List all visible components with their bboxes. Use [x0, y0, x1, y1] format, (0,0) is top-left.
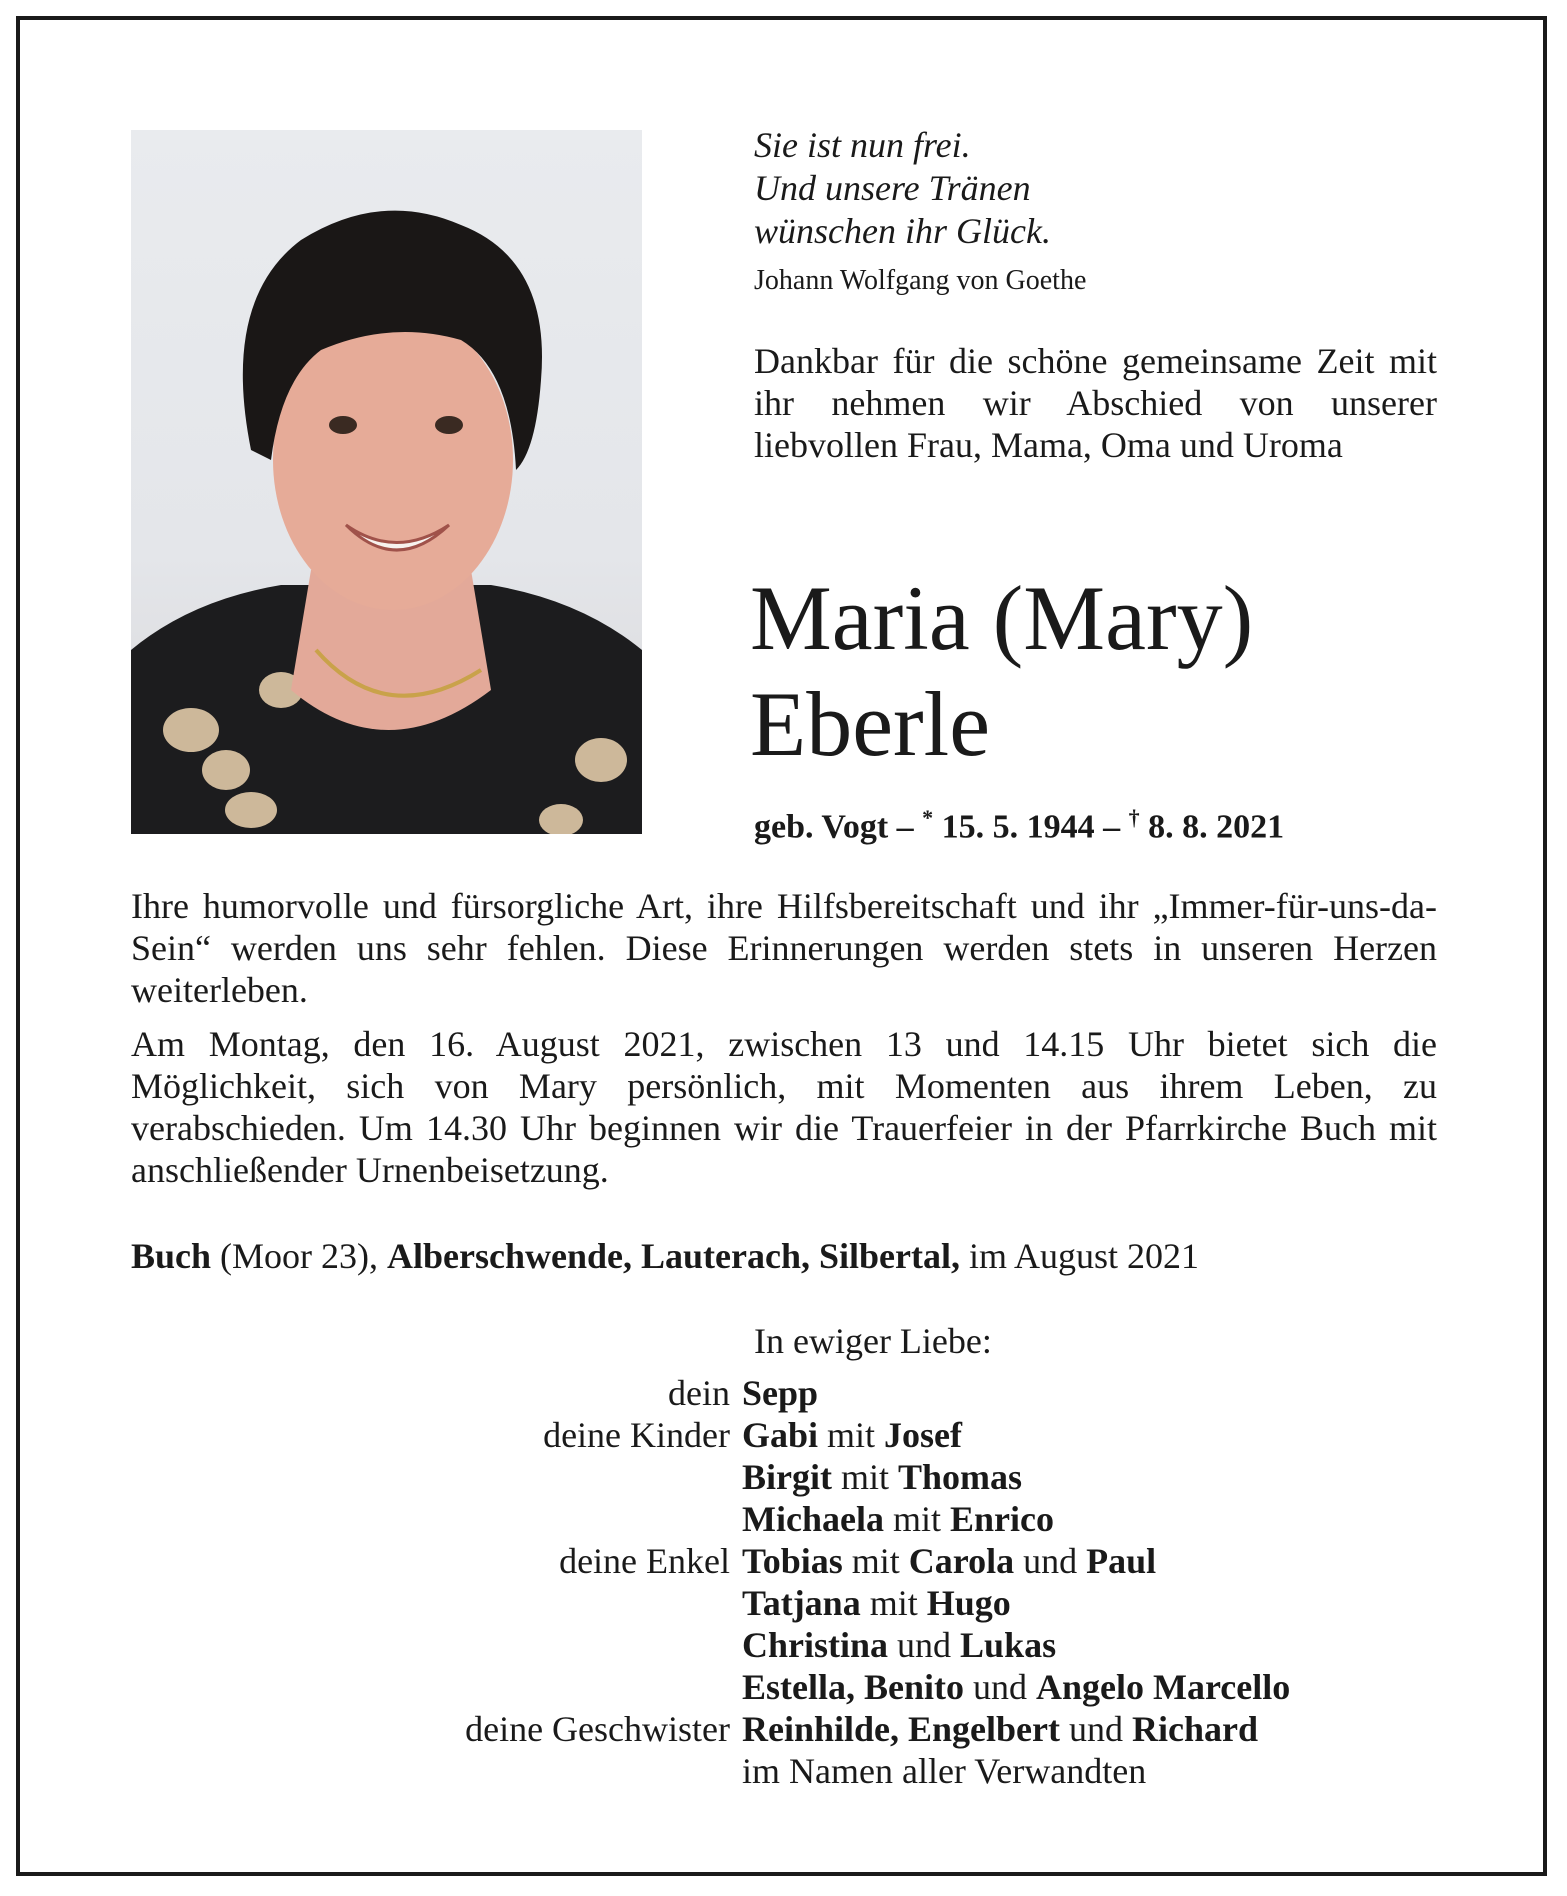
mourner-role — [131, 1624, 742, 1666]
mourner-role — [131, 1582, 742, 1624]
quote-author: Johann Wolfgang von Goethe — [754, 265, 1087, 296]
mourner-row — [131, 1498, 1437, 1540]
mourner-name: Thomas — [898, 1457, 1023, 1497]
mourners-list — [131, 1372, 1437, 1792]
mourner-names — [742, 1414, 1437, 1456]
death-symbol: † — [1128, 805, 1140, 830]
mourner-name: Richard — [1132, 1709, 1259, 1749]
mourner-role — [131, 1498, 742, 1540]
mourner-name: Estella, Benito — [742, 1667, 964, 1707]
quote — [754, 124, 1051, 253]
mourner-name: Reinhilde, Engelbert — [742, 1709, 1061, 1749]
mourner-row — [131, 1750, 1437, 1792]
paragraph-remembrance: Ihre humorvolle und fürsorgliche Art, ihre Hilfsbereitschaft und ihr „Immer-für-uns-da-Sein“ werden uns sehr fehlen. Diese Erinnerungen werden stets in unseren Herzen weiterleben. — [131, 886, 1437, 1010]
mourner-name: Christina — [742, 1625, 889, 1665]
mourner-row — [131, 1372, 1437, 1414]
mourner-name: Angelo Marcello — [1036, 1667, 1291, 1707]
separator: – — [888, 808, 923, 846]
mourner-connector: und — [1014, 1541, 1087, 1581]
mourner-names — [742, 1624, 1437, 1666]
mourner-name: Tatjana — [742, 1583, 861, 1623]
death-date: 8. 8. 2021 — [1148, 808, 1285, 846]
mourner-names — [742, 1666, 1437, 1708]
mourner-name: Enrico — [949, 1499, 1054, 1539]
mourner-connector: und — [1060, 1709, 1133, 1749]
intro-text: Dankbar für die schöne gemeinsame Zeit mit ihr nehmen wir Abschied von unserer liebvollen Frau, Mama, Oma und Uroma — [754, 341, 1437, 465]
mourner-connector: im Namen aller Verwandten — [742, 1751, 1147, 1791]
mourner-connector: mit — [883, 1499, 950, 1539]
location-date: im August 2021 — [960, 1236, 1200, 1276]
mourner-row — [131, 1708, 1437, 1750]
mourner-names — [742, 1540, 1437, 1582]
mourner-connector: mit — [842, 1541, 909, 1581]
mourner-names — [742, 1582, 1437, 1624]
mourner-name: Paul — [1086, 1541, 1157, 1581]
mourner-role — [131, 1750, 742, 1792]
location-place: Buch — [131, 1236, 212, 1276]
mourner-name: Gabi — [742, 1415, 819, 1455]
mourner-connector: mit — [818, 1415, 885, 1455]
location-line — [131, 1235, 1199, 1277]
mourner-name: Josef — [884, 1415, 963, 1455]
deceased-name — [750, 565, 1253, 777]
born-name: geb. Vogt — [754, 808, 889, 846]
mourner-names — [742, 1708, 1437, 1750]
mourner-connector: und — [964, 1667, 1036, 1707]
closing-phrase: In ewiger Liebe: — [754, 1321, 992, 1361]
mourner-name: Tobias — [742, 1541, 843, 1581]
paragraph-ceremony: Am Montag, den 16. August 2021, zwischen 13 und 14.15 Uhr bietet sich die Möglichkeit, sich von Mary persönlich, mit Momenten aus ihrem Leben, zu verabschieden. Um 14.30 Uhr beginnen wir die Trauerfeier in der Pfarrkirche Buch mit anschließender Urnenbeisetzung. — [131, 1024, 1437, 1190]
name-line-1: Maria (Mary) — [750, 567, 1254, 669]
mourner-name: Hugo — [926, 1583, 1011, 1623]
mourner-name: Michaela — [742, 1499, 884, 1539]
quote-line: Und unsere Tränen — [754, 168, 1031, 208]
mourner-row — [131, 1582, 1437, 1624]
mourner-row — [131, 1624, 1437, 1666]
location-address: (Moor 23), — [211, 1236, 388, 1276]
mourner-name: Lukas — [960, 1625, 1057, 1665]
birth-date: 15. 5. 1944 — [941, 808, 1095, 846]
location-towns: Alberschwende, Lauterach, Silbertal, — [387, 1236, 960, 1276]
mourner-name: Carola — [908, 1541, 1015, 1581]
mourner-name: Birgit — [742, 1457, 832, 1497]
mourner-connector: und — [888, 1625, 961, 1665]
mourner-connector: mit — [831, 1457, 898, 1497]
quote-line: wünschen ihr Glück. — [754, 211, 1051, 251]
mourner-names — [742, 1750, 1437, 1792]
mourner-role: dein — [668, 1373, 730, 1413]
mourner-names — [742, 1498, 1437, 1540]
mourner-connector: mit — [860, 1583, 927, 1623]
mourner-row — [131, 1456, 1437, 1498]
portrait-photo — [131, 130, 642, 834]
name-line-2: Eberle — [750, 673, 991, 775]
quote-line: Sie ist nun frei. — [754, 125, 971, 165]
mourner-row — [131, 1414, 1437, 1456]
mourner-names — [742, 1456, 1437, 1498]
mourner-role: deine Geschwister — [465, 1709, 730, 1749]
life-dates — [754, 805, 1284, 846]
mourner-role — [131, 1456, 742, 1498]
mourner-role — [131, 1666, 742, 1708]
separator: – — [1094, 808, 1129, 846]
mourner-role: deine Enkel — [559, 1541, 730, 1581]
mourner-name: Sepp — [742, 1373, 819, 1413]
mourner-row — [131, 1540, 1437, 1582]
mourner-role: deine Kinder — [543, 1415, 730, 1455]
birth-symbol: * — [922, 805, 934, 830]
mourner-row — [131, 1666, 1437, 1708]
mourner-names — [742, 1372, 1437, 1414]
